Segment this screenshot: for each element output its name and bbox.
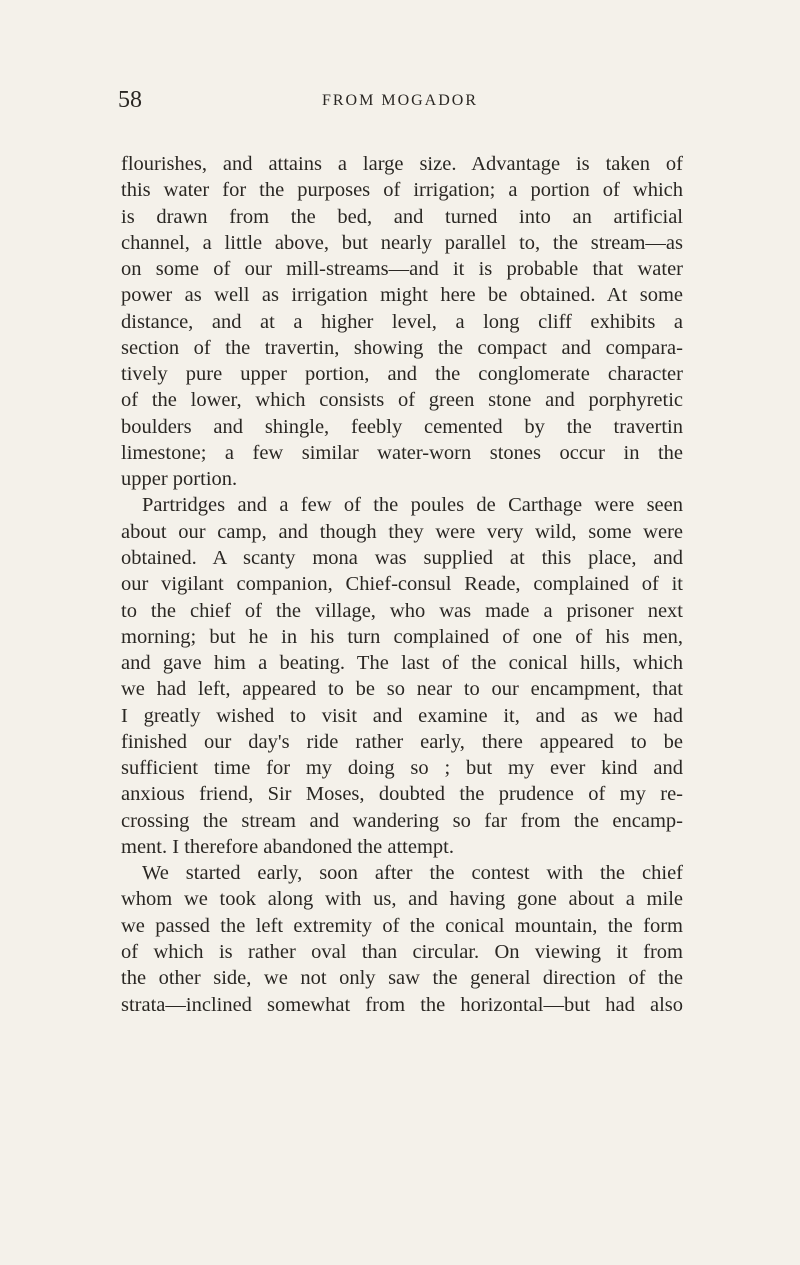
text-line: we had left, appeared to be so near to our encampment, that <box>121 678 683 701</box>
text-line: obtained. A scanty mona was supplied at this place, and <box>121 546 683 569</box>
body-text <box>121 151 683 1018</box>
text-line: crossing the stream and wandering so far from the encamp- <box>121 809 683 832</box>
text-line: tively pure upper portion, and the conglomerate character <box>121 363 683 386</box>
text-line: on some of our mill-streams—and it is probable that water <box>121 258 683 281</box>
text-line: the other side, we not only saw the general direction of the <box>121 967 683 990</box>
text-line: I greatly wished to visit and examine it, and as we had <box>121 704 683 727</box>
text-line: of the lower, which consists of green stone and porphyretic <box>121 389 683 412</box>
text-line: anxious friend, Sir Moses, doubted the prudence of my re- <box>121 783 683 806</box>
page-number: 58 <box>118 87 142 113</box>
text-line: flourishes, and attains a large size. Advantage is taken of <box>121 153 683 175</box>
text-line: we passed the left extremity of the conical mountain, the form <box>121 914 683 937</box>
text-line: We started early, soon after the contest with the chief <box>142 862 683 885</box>
text-line: this water for the purposes of irrigation; a portion of which <box>121 179 683 202</box>
running-header: FROM MOGADOR <box>321 92 479 109</box>
text-line: our vigilant companion, Chief-consul Reade, complained of it <box>121 573 683 596</box>
text-line: finished our day's ride rather early, there appeared to be <box>121 730 683 753</box>
text-line: distance, and at a higher level, a long cliff exhibits a <box>121 310 683 333</box>
text-line: sufficient time for my doing so ; but my ever kind and <box>121 757 683 780</box>
text-line: about our camp, and though they were very wild, some were <box>121 520 683 543</box>
text-line: upper portion. <box>121 468 238 491</box>
text-line: power as well as irrigation might here be obtained. At some <box>121 284 683 307</box>
text-line: limestone; a few similar water-worn stones occur in the <box>121 441 683 464</box>
text-line: is drawn from the bed, and turned into an artificial <box>121 205 683 228</box>
text-line: strata—inclined somewhat from the horizontal—but had also <box>121 993 683 1016</box>
text-line: of which is rather oval than circular. On viewing it from <box>121 940 683 963</box>
text-line: section of the travertin, showing the compact and compara- <box>121 336 683 359</box>
text-line: ment. I therefore abandoned the attempt. <box>121 835 454 858</box>
text-line: morning; but he in his turn complained of one of his men, <box>121 625 683 648</box>
text-line: Partridges and a few of the poules de Carthage were seen <box>142 494 683 517</box>
text-line: to the chief of the village, who was made a prisoner next <box>121 599 683 622</box>
text-line: whom we took along with us, and having gone about a mile <box>121 888 683 911</box>
text-line: and gave him a beating. The last of the conical hills, which <box>121 652 683 675</box>
text-line: boulders and shingle, feebly cemented by the travertin <box>121 415 683 438</box>
text-line: channel, a little above, but nearly parallel to, the stream—as <box>121 231 683 254</box>
